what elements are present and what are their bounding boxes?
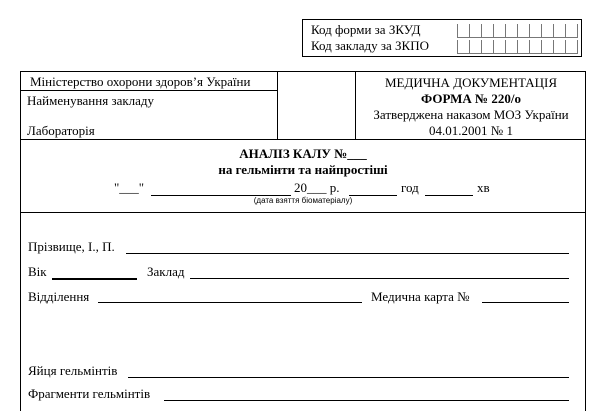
- facility-field[interactable]: [190, 278, 569, 279]
- age-field[interactable]: [52, 278, 137, 280]
- analysis-subtitle: на гельмінти та найпростіші: [218, 162, 388, 177]
- fragments-field[interactable]: [164, 400, 569, 401]
- fragments-label: Фрагменти гельмінтів: [28, 386, 151, 401]
- ministry-underline: [20, 90, 278, 91]
- medical-card-label: Медична карта №: [371, 289, 470, 304]
- zkpo-label: Код закладу за ЗКПО: [311, 38, 429, 53]
- minute-label: хв: [477, 180, 490, 195]
- header-col-divider-1: [277, 71, 278, 140]
- hour-label: год: [401, 180, 419, 195]
- approved-by-label: Затверджена наказом МОЗ України: [373, 107, 569, 122]
- analysis-title: АНАЛІЗ КАЛУ №___: [239, 146, 367, 161]
- form-codes-box: [302, 19, 582, 57]
- name-label: Прізвище, І., П.: [28, 239, 115, 254]
- name-field[interactable]: [126, 253, 569, 254]
- department-label: Відділення: [28, 289, 90, 304]
- date-hint: (дата взяття біоматеріалу): [253, 196, 353, 205]
- facility-label: Заклад: [147, 264, 185, 279]
- ministry-label: Міністерство охорони здоров’я України: [30, 74, 251, 89]
- approved-date: 04.01.2001 № 1: [429, 123, 513, 138]
- laboratory-label: Лабораторія: [27, 123, 95, 138]
- title-bottom-divider: [20, 212, 586, 213]
- header-bottom-divider: [20, 139, 586, 140]
- age-label: Вік: [28, 264, 47, 279]
- department-field[interactable]: [98, 302, 362, 303]
- form-number: ФОРМА № 220/о: [421, 91, 521, 106]
- zkud-code-cells[interactable]: [457, 24, 578, 38]
- zkud-label: Код форми за ЗКУД: [311, 22, 421, 37]
- zkpo-code-cells[interactable]: [457, 40, 578, 54]
- eggs-field[interactable]: [128, 377, 569, 378]
- eggs-label: Яйця гельмінтів: [28, 363, 118, 378]
- medical-card-field[interactable]: [482, 302, 569, 303]
- medical-documentation-label: МЕДИЧНА ДОКУМЕНТАЦІЯ: [384, 75, 558, 90]
- date-day-field[interactable]: "___": [114, 180, 145, 195]
- institution-label: Найменування закладу: [27, 93, 155, 108]
- date-year-field[interactable]: 20___ р.: [294, 180, 340, 195]
